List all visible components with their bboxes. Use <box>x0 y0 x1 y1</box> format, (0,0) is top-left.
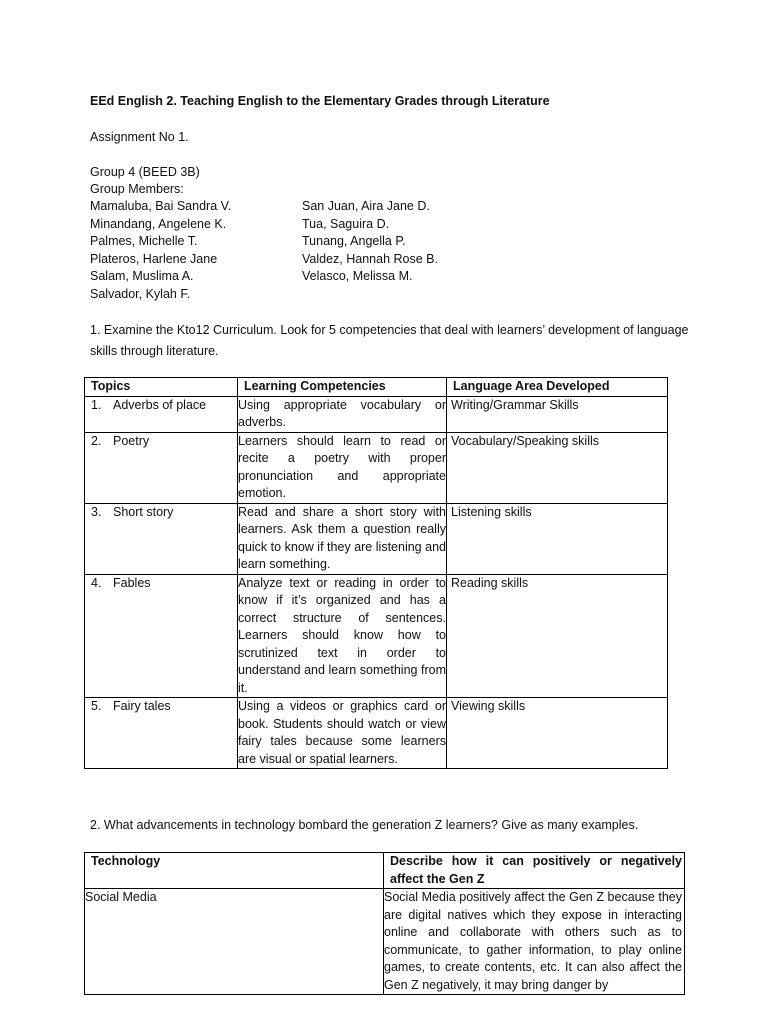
table-row <box>85 574 668 698</box>
members-left-column <box>90 198 231 304</box>
table-header-row <box>85 378 668 397</box>
row-number: 2. <box>91 433 102 448</box>
competency-cell: Read and share a short story with learners. Ask them a question really quick to know if they are listening and learn something. <box>238 503 447 574</box>
header-description: Describe how it can positively or negatively affect the Gen Z <box>384 853 685 889</box>
document-title: EEd English 2. Teaching English to the Elementary Grades through Literature <box>90 94 550 108</box>
area-cell: Vocabulary/Speaking skills <box>447 432 668 503</box>
description-cell: Social Media positively affect the Gen Z because they are digital natives which they expose in interacting online and collaborate with others such as to communicate, to gather information, to play online games, to create contents, etc. It can also affect the Gen Z negatively, it may bring danger by <box>384 889 685 995</box>
technology-cell: Social Media <box>85 889 384 995</box>
competency-cell: Using a videos or graphics card or book. Students should watch or view fairy tales because some learners are visual or spatial learners. <box>238 698 447 769</box>
member-name: Plateros, Harlene Jane <box>90 251 218 266</box>
competency-cell: Learners should learn to read or recite a poetry with proper pronunciation and appropriate emotion. <box>238 432 447 503</box>
member-name: Tunang, Angella P. <box>302 234 406 249</box>
group-label: Group 4 (BEED 3B) <box>90 165 200 179</box>
topic-cell: Short story <box>113 504 174 519</box>
topic-cell: Poetry <box>113 433 150 448</box>
header-topics: Topics <box>85 378 238 397</box>
row-number: 5. <box>91 699 102 713</box>
row-number: 3. <box>91 504 102 519</box>
member-name: Mamaluba, Bai Sandra V. <box>90 199 232 213</box>
member-name: Velasco, Melissa M. <box>302 269 413 284</box>
member-name: Valdez, Hannah Rose B. <box>302 251 438 266</box>
member-name: Tua, Saguira D. <box>302 216 390 231</box>
table-row <box>85 698 668 769</box>
row-number: 1. <box>91 397 102 412</box>
header-technology: Technology <box>85 853 384 889</box>
table-row <box>85 503 668 574</box>
competency-cell: Using appropriate vocabulary or adverbs. <box>238 396 447 432</box>
header-language-area: Language Area Developed <box>447 378 668 397</box>
members-label: Group Members: <box>90 182 184 196</box>
table-row <box>85 889 685 995</box>
header-competencies: Learning Competencies <box>238 378 447 397</box>
question-2: 2. What advancements in technology bombard the generation Z learners? Give as many examples. <box>90 818 639 832</box>
member-name: Salvador, Kylah F. <box>90 286 191 301</box>
area-cell: Reading skills <box>447 574 668 698</box>
technology-table <box>84 852 685 995</box>
table-header-row <box>85 853 685 889</box>
area-cell: Writing/Grammar Skills <box>447 396 668 432</box>
competency-cell: Analyze text or reading in order to know if it’s organized and has a correct structure of sentences. Learners should know how to scrutinized text in order to understand and learn something from it. <box>238 574 447 698</box>
member-name: Salam, Muslima A. <box>90 269 194 284</box>
member-name: San Juan, Aira Jane D. <box>302 199 430 213</box>
area-cell: Viewing skills <box>447 698 668 769</box>
member-name: Palmes, Michelle T. <box>90 234 198 249</box>
member-name: Minandang, Angelene K. <box>90 216 227 231</box>
topic-cell: Fables <box>113 575 151 590</box>
assignment-label: Assignment No 1. <box>90 130 189 144</box>
topic-cell: Fairy tales <box>113 699 171 713</box>
members-right-column <box>302 198 438 286</box>
table-row <box>85 396 668 432</box>
topic-cell: Adverbs of place <box>113 397 207 412</box>
area-cell: Listening skills <box>447 503 668 574</box>
row-number: 4. <box>91 575 102 590</box>
table-row <box>85 432 668 503</box>
competencies-table <box>84 377 668 769</box>
question-1: 1. Examine the Kto12 Curriculum. Look for 5 competencies that deal with learners’ development of language skills through literature. <box>90 323 689 358</box>
